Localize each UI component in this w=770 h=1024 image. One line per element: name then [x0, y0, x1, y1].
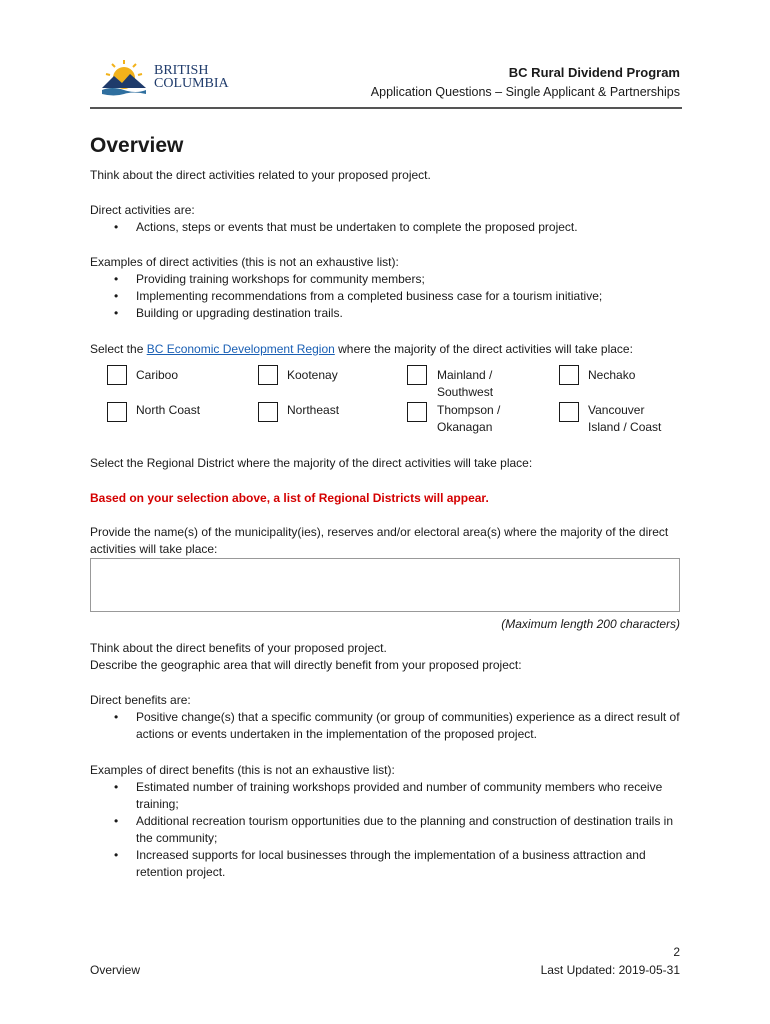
wave-icon — [102, 88, 146, 96]
program-title: BC Rural Dividend Program — [508, 65, 680, 80]
section-heading: Overview — [90, 134, 184, 157]
bc-logo — [100, 54, 240, 98]
examples-list — [90, 271, 682, 322]
region-prompt — [90, 341, 682, 358]
checkbox-mainland-southwest[interactable] — [407, 365, 427, 385]
district-prompt: Select the Regional District where the majority of the direct activities will take place: — [90, 456, 533, 470]
page-number: 2 — [673, 945, 680, 959]
document-subtitle: Application Questions – Single Applicant & Partnerships — [370, 85, 680, 99]
list-item: • Implementing recommendations from a completed business case for a tourism initiative; — [90, 288, 682, 305]
region-prompt-before: Select the — [90, 342, 147, 356]
checkbox-label-cariboo: Cariboo — [136, 368, 179, 382]
checkbox-kootenay[interactable] — [258, 365, 278, 385]
checkbox-nechako[interactable] — [559, 365, 579, 385]
checkbox-northeast[interactable] — [258, 402, 278, 422]
benefits-intro-2: Describe the geographic area that will directly benefit from your proposed project: — [90, 658, 522, 672]
header-divider — [90, 107, 682, 109]
list-item: • Estimated number of training workshops provided and number of community members who receive training; — [90, 779, 682, 813]
benefit-examples-list — [90, 779, 682, 881]
logo-text-1: BRITISH — [154, 63, 209, 78]
list-item: • Actions, steps or events that must be undertaken to complete the proposed project. — [90, 219, 682, 236]
region-prompt-after: where the majority of the direct activities will take place: — [334, 342, 633, 356]
checkbox-label-vancouver-island-coast: Vancouver Island / Coast — [588, 403, 662, 434]
logo-text-2: COLUMBIA — [154, 76, 229, 91]
benefits-block — [90, 692, 682, 743]
activities-label: Direct activities are: — [90, 203, 195, 217]
list-item: • Increased supports for local businesses through the implementation of a business attraction and retention project. — [90, 847, 682, 881]
examples-label: Examples of direct activities (this is not an exhaustive list): — [90, 255, 399, 269]
benefit-examples-block — [90, 762, 682, 881]
list-item: • Additional recreation tourism opportunities due to the planning and construction of destination trails in the community; — [90, 813, 682, 847]
activities-list — [90, 219, 682, 236]
activities-block — [90, 202, 682, 236]
checkbox-label-northeast: Northeast — [287, 403, 340, 417]
checkbox-cariboo[interactable] — [107, 365, 127, 385]
benefits-label: Direct benefits are: — [90, 693, 191, 707]
last-updated: Last Updated: 2019-05-31 — [540, 963, 680, 977]
examples-block — [90, 254, 682, 322]
checkbox-label-mainland-southwest: Mainland / Southwest — [437, 368, 494, 399]
district-notice: Based on your selection above, a list of Regional Districts will appear. — [90, 491, 489, 505]
list-item: • Providing training workshops for community members; — [90, 271, 682, 288]
intro-text: Think about the direct activities related to your proposed project. — [90, 168, 431, 182]
checkbox-thompson-okanagan[interactable] — [407, 402, 427, 422]
municipality-prompt: Provide the name(s) of the municipality(ies), reserves and/or electoral area(s) where the majority of the direct activities will take place: — [90, 525, 669, 556]
checkbox-north-coast[interactable] — [107, 402, 127, 422]
checkbox-vancouver-island-coast[interactable] — [559, 402, 579, 422]
footer-section: Overview — [90, 963, 141, 977]
economic-region-link[interactable]: BC Economic Development Region — [146, 342, 335, 356]
max-length-note: (Maximum length 200 characters) — [501, 617, 680, 631]
checkbox-label-kootenay: Kootenay — [287, 368, 338, 382]
checkbox-label-north-coast: North Coast — [136, 403, 201, 417]
municipality-input[interactable] — [90, 558, 680, 612]
list-item: • Building or upgrading destination trails. — [90, 305, 682, 322]
benefits-list — [90, 709, 682, 743]
benefits-intro-1: Think about the direct benefits of your proposed project. — [90, 641, 387, 655]
checkbox-label-thompson-okanagan: Thompson / Okanagan — [437, 403, 501, 434]
checkbox-label-nechako: Nechako — [588, 368, 636, 382]
benefit-examples-label: Examples of direct benefits (this is not an exhaustive list): — [90, 763, 395, 777]
list-item: • Positive change(s) that a specific community (or group of communities) experience as a direct result of actions or events undertaken in the implementation of the proposed project. — [90, 709, 682, 743]
